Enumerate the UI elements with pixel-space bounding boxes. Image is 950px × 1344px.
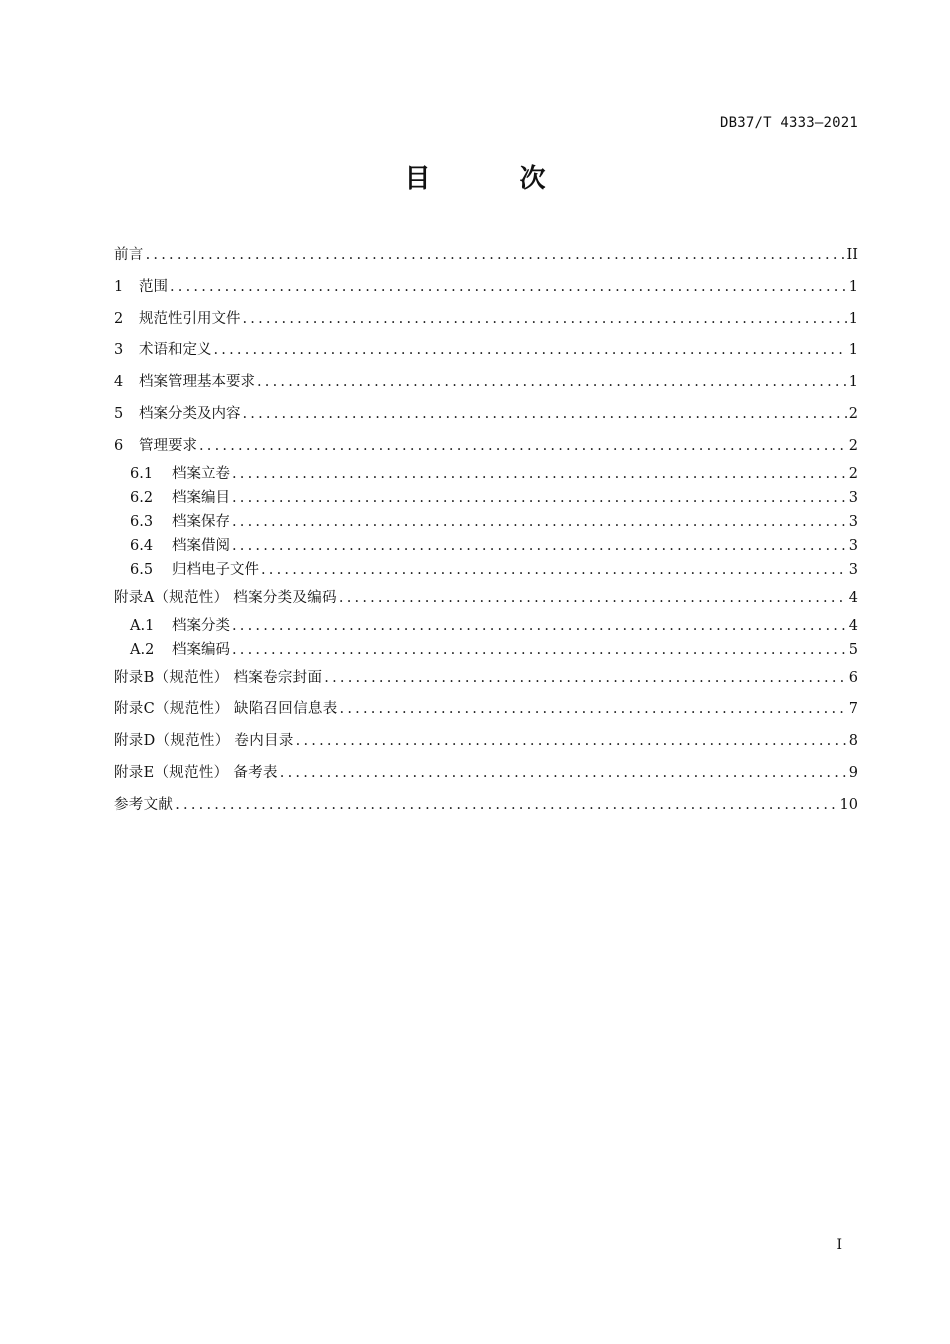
toc-leader	[175, 795, 837, 815]
toc-leader	[146, 245, 845, 265]
toc-label: 归档电子文件	[172, 562, 259, 578]
toc-leader	[257, 372, 847, 392]
toc-entry-6-2[interactable]	[130, 488, 858, 508]
toc-entry-5[interactable]	[114, 404, 858, 424]
toc-leader	[214, 340, 847, 360]
toc-number: 6.1	[130, 466, 154, 482]
toc-entry-appendix-a[interactable]	[114, 588, 858, 608]
toc-number: 6.3	[130, 514, 154, 530]
toc-label: 附录A（规范性） 档案分类及编码	[114, 590, 337, 606]
toc-entry-appendix-e[interactable]	[114, 763, 858, 783]
toc-page: 2	[848, 406, 858, 422]
toc-page: 8	[848, 733, 858, 749]
toc-page: II	[846, 247, 858, 263]
toc-page: 4	[848, 590, 858, 606]
toc-leader	[232, 616, 847, 636]
toc-page: 2	[848, 466, 858, 482]
toc-entry-appendix-d[interactable]	[114, 731, 858, 751]
toc-number: 4	[114, 374, 124, 390]
toc-number: A.2	[130, 642, 155, 658]
toc-leader	[232, 464, 847, 484]
toc-leader	[324, 668, 847, 688]
toc-entry-6[interactable]	[114, 436, 858, 456]
toc-number: A.1	[130, 618, 155, 634]
toc-leader	[243, 404, 847, 424]
toc-number: 6.2	[130, 490, 154, 506]
toc-entry-appendix-b[interactable]	[114, 668, 858, 688]
toc-label: 档案分类	[172, 618, 230, 634]
toc-label: 规范性引用文件	[139, 311, 241, 327]
toc-entry-references[interactable]	[114, 795, 858, 815]
toc-page: 5	[848, 642, 858, 658]
toc-label: 档案编目	[172, 490, 230, 506]
toc-page: 7	[848, 701, 858, 717]
toc-label: 附录E（规范性） 备考表	[114, 765, 278, 781]
toc-leader	[243, 309, 847, 329]
toc-page: 3	[848, 538, 858, 554]
toc-label: 档案管理基本要求	[139, 374, 255, 390]
toc-page: 1	[848, 342, 858, 358]
toc-label: 范围	[139, 279, 168, 295]
toc-entry-6-5[interactable]	[130, 560, 858, 580]
toc-page: 1	[848, 311, 858, 327]
page-number: I	[836, 1237, 842, 1253]
toc-label: 附录D（规范性） 卷内目录	[114, 733, 294, 749]
toc-leader	[232, 512, 847, 532]
toc-page: 6	[848, 670, 858, 686]
toc-page: 1	[848, 374, 858, 390]
toc-entry-a-2[interactable]	[130, 640, 858, 660]
toc-number: 6.4	[130, 538, 154, 554]
toc-leader	[280, 763, 847, 783]
toc-number: 5	[114, 406, 124, 422]
toc-page: 3	[848, 562, 858, 578]
toc-label: 管理要求	[139, 438, 197, 454]
toc-label: 附录B（规范性） 档案卷宗封面	[114, 670, 323, 686]
toc-entry-6-3[interactable]	[130, 512, 858, 532]
toc-number: 1	[114, 279, 124, 295]
toc-leader	[232, 536, 847, 556]
toc-number: 2	[114, 311, 124, 327]
toc-entry-a-1[interactable]	[130, 616, 858, 636]
toc-label: 档案借阅	[172, 538, 230, 554]
toc-number: 3	[114, 342, 124, 358]
toc-label: 参考文献	[114, 797, 174, 813]
toc-page: 1	[848, 279, 858, 295]
toc-label: 档案保存	[172, 514, 230, 530]
toc-page: 2	[848, 438, 858, 454]
toc-page: 3	[848, 490, 858, 506]
standard-code: DB37/T 4333—2021	[719, 115, 858, 131]
toc-label: 档案立卷	[172, 466, 230, 482]
toc-label: 档案编码	[172, 642, 230, 658]
toc-number: 6	[114, 438, 124, 454]
toc-entry-appendix-c[interactable]	[114, 699, 858, 719]
toc-label: 术语和定义	[139, 342, 212, 358]
toc-page: 9	[848, 765, 858, 781]
toc-leader	[339, 588, 847, 608]
toc-page: 10	[839, 797, 858, 813]
toc-label: 附录C（规范性） 缺陷召回信息表	[114, 701, 338, 717]
toc-number: 6.5	[130, 562, 154, 578]
toc-leader	[170, 277, 847, 297]
toc-entry-4[interactable]	[114, 372, 858, 392]
toc-leader	[232, 640, 847, 660]
toc-entry-1[interactable]	[114, 277, 858, 297]
page-title: 目 次	[404, 164, 586, 194]
toc-label: 前言	[114, 247, 144, 263]
toc-page: 4	[848, 618, 858, 634]
toc-leader	[296, 731, 847, 751]
toc-entry-foreword[interactable]	[114, 245, 858, 265]
toc-leader	[261, 560, 847, 580]
toc-entry-2[interactable]	[114, 309, 858, 329]
toc-label: 档案分类及内容	[139, 406, 241, 422]
toc-leader	[232, 488, 847, 508]
toc-page: 3	[848, 514, 858, 530]
toc-leader	[199, 436, 847, 456]
toc-leader	[340, 699, 847, 719]
toc-entry-6-1[interactable]	[130, 464, 858, 484]
toc-entry-3[interactable]	[114, 340, 858, 360]
toc-entry-6-4[interactable]	[130, 536, 858, 556]
